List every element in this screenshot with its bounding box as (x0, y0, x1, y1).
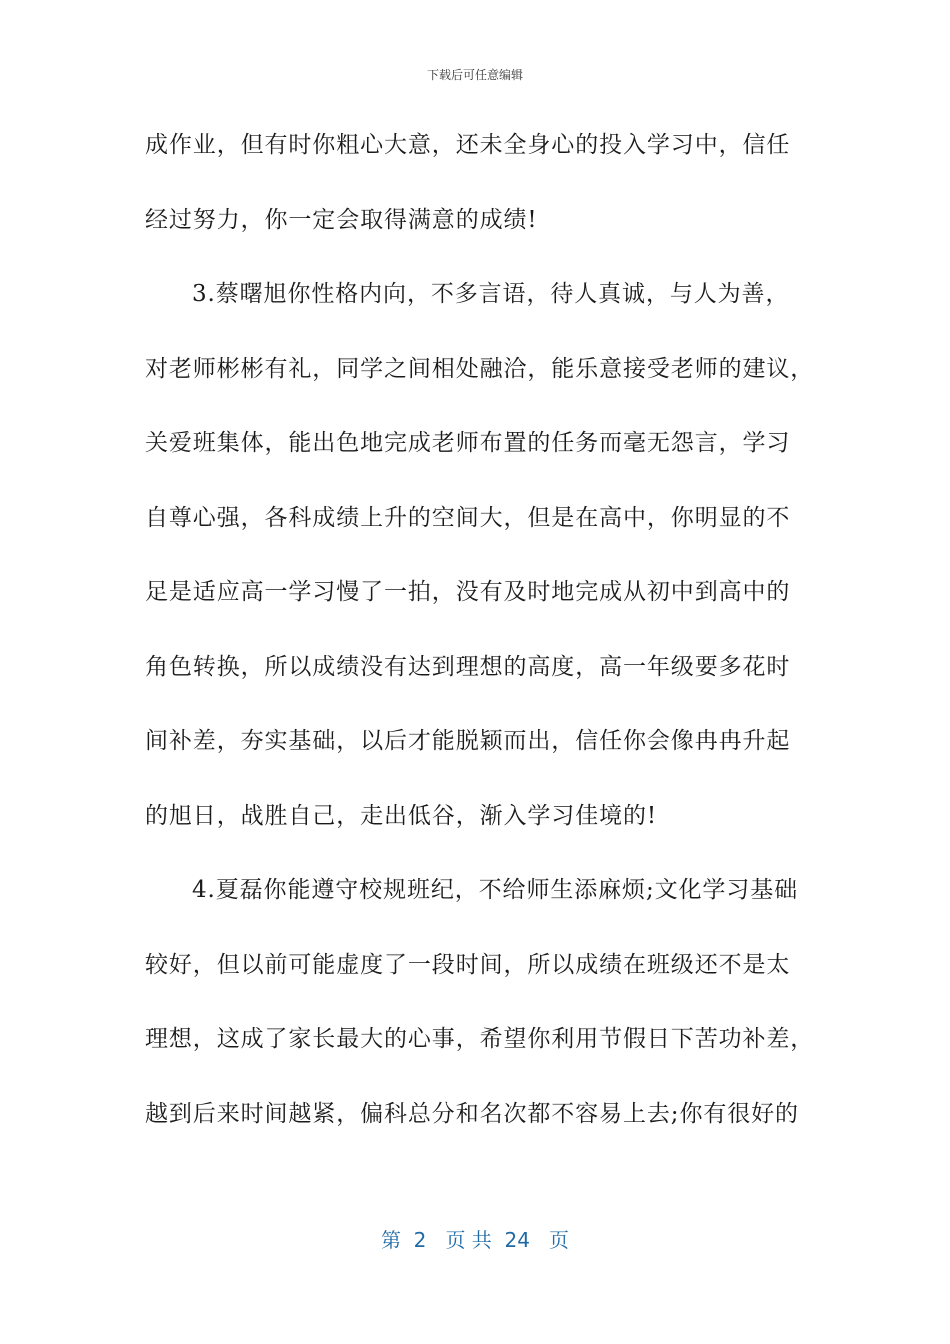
text-line: 理想，这成了家长最大的心事，希望你利用节假日下苦功补差， (145, 1026, 815, 1052)
text-line: 角色转换，所以成绩没有达到理想的高度，高一年级要多花时 (145, 653, 791, 680)
text-line: 经过努力，你一定会取得满意的成绩! (145, 206, 538, 233)
paragraph-start-line: 3.蔡曙旭你性格内向，不多言语，待人真诚，与人为善， (192, 281, 790, 307)
text-line: 关爱班集体，能出色地完成老师布置的任务而毫无怨言，学习 (145, 430, 791, 456)
text-line: 成作业，但有时你粗心大意，还未全身心的投入学习中，信任 (145, 132, 791, 158)
text-line: 间补差，夯实基础，以后才能脱颖而出，信任你会像冉冉升起 (145, 728, 791, 754)
text-line: 对老师彬彬有礼，同学之间相处融洽，能乐意接受老师的建议， (145, 355, 815, 382)
text-line: 的旭日，战胜自己，走出低谷，渐入学习佳境的! (145, 802, 658, 829)
text-line: 较好，但以前可能虚度了一段时间，所以成绩在班级还不是太 (145, 951, 791, 978)
text-line: 越到后来时间越紧，偏科总分和名次都不容易上去;你有很好的 (145, 1100, 799, 1127)
document-body (145, 120, 815, 1163)
paragraph-start-line: 4.夏磊你能遵守校规班纪，不给师生添麻烦;文化学习基础 (192, 877, 798, 903)
page-header: 下载后可任意编辑 (426, 68, 523, 82)
text-line: 自尊心强，各科成绩上升的空间大，但是在高中，你明显的不 (145, 504, 791, 531)
text-line: 足是适应高一学习慢了一拍，没有及时地完成从初中到高中的 (145, 579, 791, 605)
page-number-footer: 第 2 页 共 24 页 (380, 1228, 570, 1252)
